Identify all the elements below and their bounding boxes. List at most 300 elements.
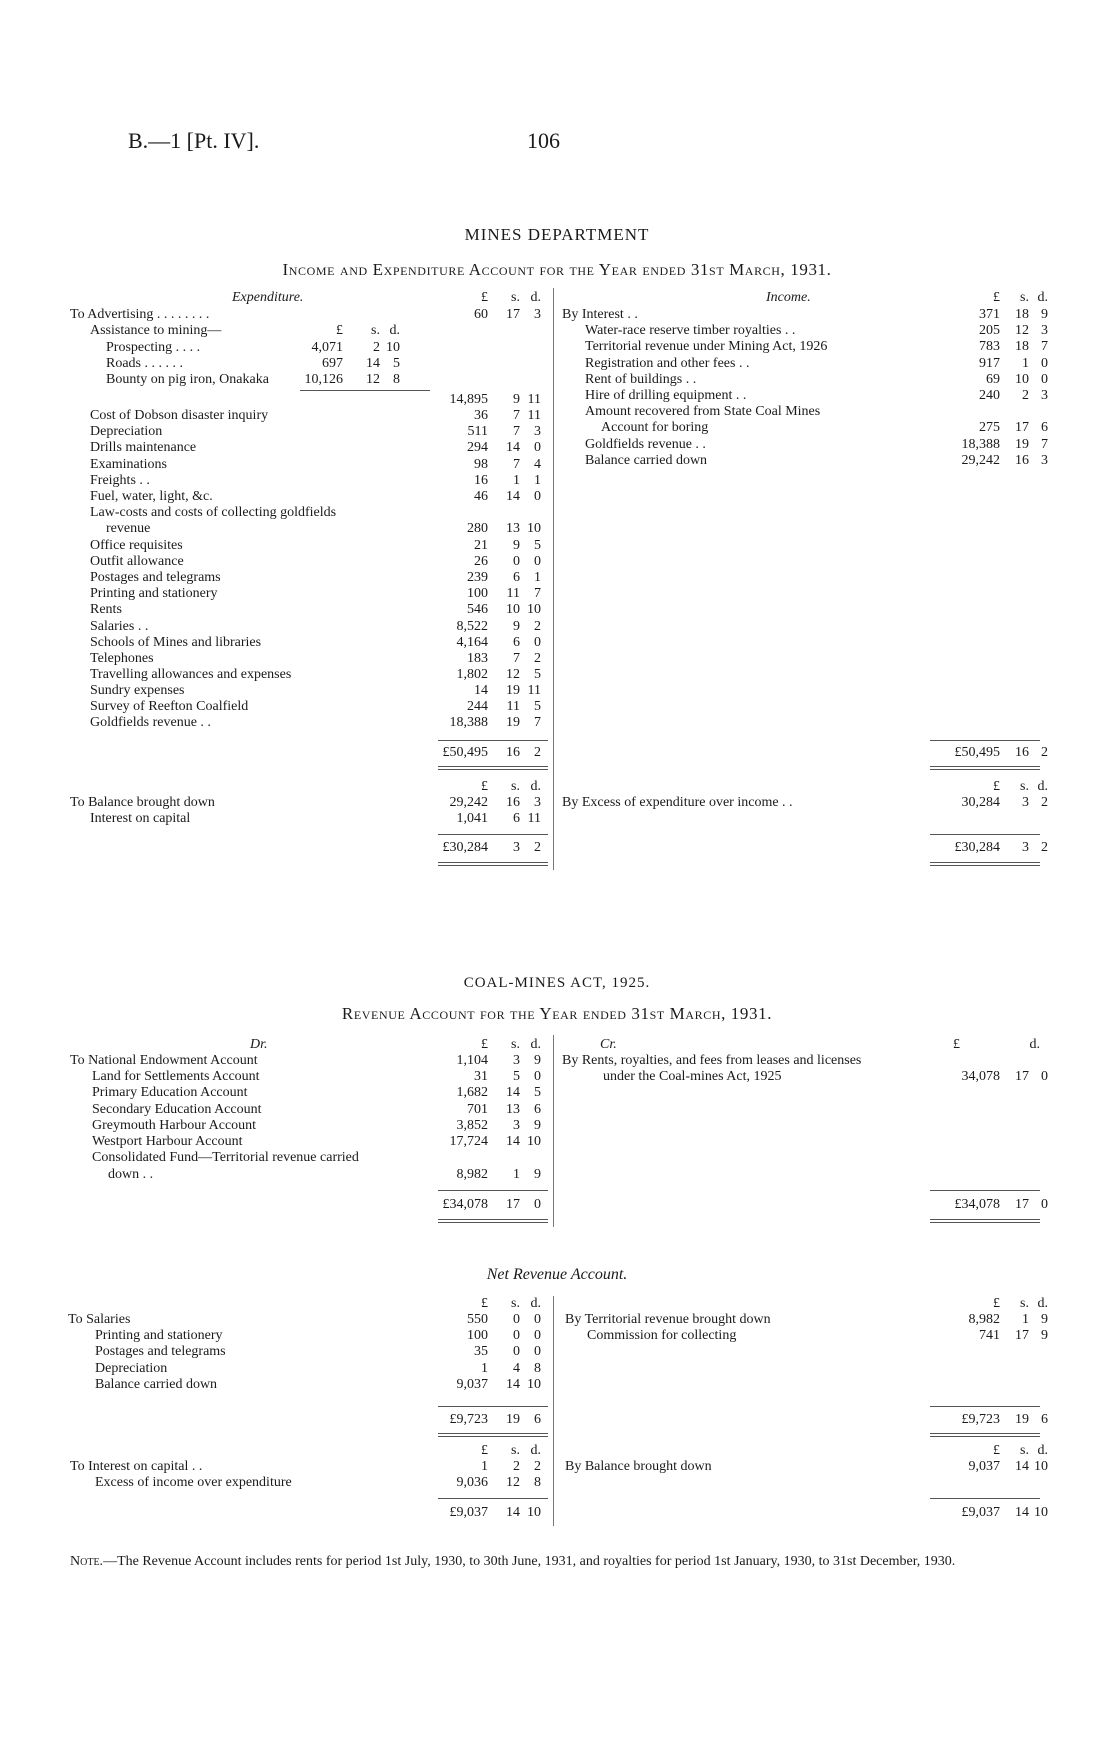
expenditure-item-amount-l: 18,388: [449, 715, 488, 731]
net-colhead-right-l: £: [993, 1296, 1000, 1311]
assistance-colhead-s: s.: [371, 323, 380, 338]
coal-debit-label: Westport Harbour Account: [92, 1134, 243, 1149]
mines2-colhead-right-l: £: [993, 779, 1000, 794]
income-item-amount-l: 240: [979, 388, 1000, 403]
net-debit-amount-s: 0: [513, 1344, 520, 1360]
expenditure-item-amount-s: 11: [506, 586, 520, 602]
income-item-label: Territorial revenue under Mining Act, 1926: [585, 339, 828, 355]
coal-center-divider: [553, 1035, 554, 1227]
balance-brought-amount-s: 16: [506, 795, 520, 810]
coal-total-left-d: 0: [534, 1197, 541, 1212]
double2-rule-right-2: [930, 865, 1040, 866]
expenditure-item-amount-s: 7: [513, 424, 520, 440]
coal-total-right-l: £34,078: [954, 1197, 1000, 1212]
assistance-sub-amount-d: 10: [386, 340, 400, 355]
net2-colhead-left-d: d.: [530, 1443, 541, 1458]
expenditure-item-amount-l: 98: [474, 456, 488, 472]
mines2-colhead-left-s: s.: [511, 779, 520, 794]
expenditure-item-amount-d: 5: [534, 666, 541, 682]
coal-debit-amount-l: 31: [474, 1069, 488, 1085]
consolidated-label: down . .: [108, 1167, 154, 1182]
income-item-amount-d: 0: [1041, 371, 1048, 387]
expenditure-item-label: Drills maintenance: [90, 440, 197, 456]
income-item-amount-s: 16: [1015, 453, 1029, 468]
expenditure-item-amount-l: 26: [474, 554, 488, 570]
income-item-amount-d: 3: [1041, 323, 1048, 339]
amount-recovered-label: Account for boring: [601, 420, 709, 435]
double-rule-left: [438, 766, 548, 767]
expenditure-item-label: Survey of Reefton Coalfield: [90, 699, 249, 714]
net2-colhead-left-s: s.: [511, 1443, 520, 1458]
assistance-sub-amount-l: 697: [322, 356, 343, 371]
net-total2-right-d: 10: [1034, 1505, 1048, 1520]
coal-credit-label: under the Coal-mines Act, 1925: [603, 1069, 782, 1084]
double-rule-left-2: [438, 769, 548, 770]
consolidated-amount-l: 8,982: [456, 1167, 488, 1182]
net-colhead-left-s: s.: [511, 1296, 520, 1311]
coal-colhead-left-d: d.: [530, 1037, 541, 1052]
net-total-left-s: 19: [506, 1412, 520, 1427]
net-debit-amount-d: 0: [534, 1344, 541, 1360]
expenditure-item-amount-l: 8,522: [456, 618, 488, 634]
net-debit-amount-s: 4: [513, 1360, 520, 1376]
income-item-amount-l: 29,242: [961, 453, 1000, 468]
lawcosts-amount-d: 10: [527, 521, 541, 536]
assistance-sub-amount-l: 4,071: [311, 340, 343, 355]
net-debit-label: To Salaries: [68, 1312, 131, 1327]
coal-total-left-l: £34,078: [442, 1197, 488, 1212]
expenditure-item-amount-l: 46: [474, 489, 488, 504]
interest-capital-amount-d: 11: [527, 811, 541, 826]
income-item-amount-s: 2: [1022, 388, 1029, 403]
double2-rule-left-2: [438, 865, 548, 866]
net-total-right-d: 6: [1041, 1412, 1048, 1427]
coal-double-right: [930, 1219, 1040, 1220]
assistance-sub-amount-l: 10,126: [304, 372, 343, 387]
double2-rule-right: [930, 862, 1040, 863]
net-credit-label: By Territorial revenue brought down: [565, 1312, 771, 1327]
income-item-label: Balance carried down: [585, 453, 708, 468]
coal-debit-label: To National Endowment Account: [70, 1053, 258, 1068]
expenditure-item-amount-d: 1: [534, 570, 541, 586]
net-total-left-l: £9,723: [449, 1412, 488, 1427]
income-item-amount-l: 917: [979, 355, 1000, 371]
mines2-colhead-right-s: s.: [1020, 779, 1029, 794]
net-total2-left-d: 10: [527, 1505, 541, 1520]
expenditure-item-label: Depreciation: [90, 424, 163, 440]
expenditure-item-amount-s: 0: [513, 554, 520, 570]
assistance-sub-amount-s: 12: [366, 372, 380, 387]
net-total-left-d: 6: [534, 1412, 541, 1427]
assistance-sub-amount-d: 8: [393, 372, 400, 387]
assistance-label: Assistance to mining—: [90, 323, 222, 338]
coal-total-rule-left: [438, 1190, 548, 1191]
expenditure-item-amount-d: 5: [534, 538, 541, 553]
net2-total-rule-right: [930, 1498, 1040, 1499]
mines-center-divider: [553, 288, 554, 870]
mines2-colhead-left-l: £: [481, 779, 488, 794]
net-debit-amount-s: 0: [513, 1312, 520, 1327]
coal-credit-amount-s: 17: [1015, 1069, 1029, 1084]
lawcosts-line: Law-costs and costs of collecting goldfields: [90, 505, 337, 520]
income-item-amount-l: 18,388: [961, 437, 1000, 452]
expenditure-item-label: Sundry expenses: [90, 682, 185, 698]
net-debit-amount-d: 0: [534, 1312, 541, 1327]
net-debit-amount-s: 14: [506, 1376, 520, 1392]
income-item-amount-d: 3: [1041, 453, 1048, 468]
net-debit-amount-l: 550: [467, 1312, 488, 1327]
net-credit-label: Commission for collecting: [587, 1328, 737, 1343]
excess-expenditure-amount-l: 30,284: [961, 795, 1000, 810]
balance-brought-label: To Balance brought down: [70, 795, 215, 810]
net-credit-amount-s: 17: [1015, 1328, 1029, 1343]
amount-recovered-amount-s: 17: [1015, 420, 1029, 435]
mines-total2-right-l: £30,284: [954, 840, 1000, 855]
expenditure-item-label: Postages and telegrams: [90, 570, 221, 586]
coal-debit-amount-d: 9: [534, 1053, 541, 1068]
assistance-sub-amount-d: 5: [393, 356, 400, 371]
income-item-amount-s: 1: [1022, 355, 1029, 371]
coal-total-left-s: 17: [506, 1197, 520, 1212]
expenditure-item-amount-d: 5: [534, 699, 541, 714]
double-rule-right: [930, 766, 1040, 767]
coal-debit-amount-l: 17,724: [449, 1134, 488, 1149]
income-item-amount-l: 371: [979, 307, 1000, 322]
net-credit-amount-d: 9: [1041, 1328, 1048, 1343]
coal-colhead-right-l: £: [953, 1037, 960, 1052]
income-item-amount-s: 10: [1015, 371, 1029, 387]
net-balance-label: By Balance brought down: [565, 1459, 712, 1474]
coal-debit-label: Primary Education Account: [92, 1085, 248, 1101]
net-double-left-2: [438, 1436, 548, 1437]
expenditure-item-amount-l: 546: [467, 602, 488, 618]
page-reference: B.—1 [Pt. IV].: [128, 128, 260, 153]
expenditure-item-label: Schools of Mines and libraries: [90, 634, 262, 650]
mines-total-left-d: 2: [534, 745, 541, 760]
footnote-text: —The Revenue Account includes rents for period 1st July, 1930, to 30th June, 1931, and royalties for period 1st January, 1930, to 31st December, 1930.: [103, 1554, 956, 1569]
net-double-right: [930, 1433, 1040, 1434]
mines-exp-colhead-l: £: [481, 290, 488, 305]
coal-debit-label: Greymouth Harbour Account: [92, 1117, 257, 1133]
net-total2-left-s: 14: [506, 1505, 520, 1520]
mines-subtitle: Income and Expenditure Account for the Year ended 31st March, 1931.: [282, 260, 832, 279]
expenditure-item-amount-s: 14: [506, 440, 520, 456]
page-number: 106: [527, 128, 560, 153]
expenditure-item-amount-s: 10: [506, 602, 520, 618]
net-debit-amount-l: 35: [474, 1344, 488, 1360]
mines-total2-left-s: 3: [513, 840, 520, 855]
income-item-amount-s: 18: [1015, 307, 1029, 322]
expenditure-item-amount-d: 11: [527, 408, 541, 423]
net-debit-label: Printing and stationery: [95, 1328, 223, 1344]
income-item-amount-l: 69: [986, 371, 1000, 387]
coal-debit-amount-s: 14: [506, 1134, 520, 1149]
advertising-amount-l: 60: [474, 307, 488, 322]
coal-debit-amount-s: 13: [506, 1101, 520, 1117]
expenditure-item-amount-l: 294: [467, 440, 488, 456]
double-rule-right-2: [930, 769, 1040, 770]
expenditure-item-amount-l: 4,164: [456, 634, 488, 650]
net-total2-left-l: £9,037: [449, 1505, 488, 1520]
interest-capital-amount-l: 1,041: [456, 811, 488, 826]
expenditure-item-label: Salaries . .: [90, 618, 149, 634]
coal-debit-amount-d: 9: [534, 1117, 541, 1133]
expenditure-item-amount-l: 36: [474, 408, 488, 423]
expenditure-item-amount-d: 1: [534, 472, 541, 488]
expenditure-item-label: Outfit allowance: [90, 554, 184, 570]
net2-colhead-right-s: s.: [1020, 1443, 1029, 1458]
expenditure-heading: Expenditure.: [232, 290, 304, 305]
interest-capital-amount-s: 6: [513, 811, 520, 826]
net-debit-label: Depreciation: [95, 1360, 168, 1376]
net-interest-amount-s: 2: [513, 1459, 520, 1474]
expenditure-item-amount-l: 239: [467, 570, 488, 586]
mines-inc-colhead-d: d.: [1037, 290, 1048, 305]
coal-subtitle: Revenue Account for the Year ended 31st March, 1931.: [341, 1004, 773, 1023]
mines-total-left-l: £50,495: [442, 745, 488, 760]
income-item-label: Water-race reserve timber royalties . .: [585, 323, 796, 339]
assistance-colhead-l: £: [336, 323, 343, 338]
advertising-amount-s: 17: [506, 307, 520, 322]
coal-debit-amount-l: 3,852: [456, 1117, 488, 1133]
coal-double-right-2: [930, 1222, 1040, 1223]
net-center-divider: [553, 1296, 554, 1526]
expenditure-item-amount-s: 19: [506, 682, 520, 698]
income-item-amount-l: 205: [979, 323, 1000, 339]
coal-debit-amount-l: 701: [467, 1101, 488, 1117]
mines-exp-colhead-s: s.: [511, 290, 520, 305]
coal-total-rule-right: [930, 1190, 1040, 1191]
expenditure-item-amount-d: 3: [534, 424, 541, 440]
lawcosts-label: revenue: [106, 521, 151, 536]
net-debit-label: Balance carried down: [95, 1376, 218, 1392]
net2-colhead-left-l: £: [481, 1443, 488, 1458]
expenditure-item-amount-d: 7: [534, 715, 541, 731]
assistance-colhead-d: d.: [389, 323, 400, 338]
expenditure-item-amount-s: 1: [513, 472, 520, 488]
net-total2-right-s: 14: [1015, 1505, 1029, 1520]
total2-rule-left: [438, 834, 548, 835]
net-debit-amount-s: 0: [513, 1328, 520, 1344]
expenditure-item-amount-l: 511: [467, 424, 488, 440]
advertising-amount-d: 3: [534, 307, 541, 322]
coal-credit-line: By Rents, royalties, and fees from leases and licenses: [562, 1053, 862, 1068]
mines2-colhead-left-d: d.: [530, 779, 541, 794]
expenditure-item-amount-l: 183: [467, 650, 488, 666]
expenditure-item-amount-d: 0: [534, 489, 541, 504]
net-balance-amount-l: 9,037: [968, 1459, 1000, 1474]
coal-debit-amount-d: 10: [527, 1134, 541, 1149]
expenditure-item-amount-l: 100: [467, 586, 488, 602]
amount-recovered-amount-d: 6: [1041, 420, 1048, 435]
expenditure-item-amount-l: 14: [474, 682, 488, 698]
net-total-rule-left: [438, 1406, 548, 1407]
footnote: [70, 1553, 1042, 1570]
mines2-colhead-right-d: d.: [1037, 779, 1048, 794]
coal-debit-label: Secondary Education Account: [92, 1101, 262, 1117]
expenditure-item-amount-s: 19: [506, 715, 520, 731]
balance-brought-amount-d: 3: [534, 795, 541, 810]
assistance-sub-amount-s: 2: [373, 340, 380, 355]
net2-colhead-right-l: £: [993, 1443, 1000, 1458]
expenditure-item-label: Office requisites: [90, 538, 183, 553]
coal-colhead-right-d: d.: [1029, 1037, 1040, 1052]
income-item-label: Rent of buildings . .: [585, 371, 697, 387]
net-debit-amount-d: 0: [534, 1328, 541, 1344]
mines-exp-colhead-d: d.: [530, 290, 541, 305]
income-item-amount-s: 12: [1015, 323, 1029, 339]
expenditure-item-amount-s: 14: [506, 489, 520, 504]
net-colhead-right-d: d.: [1037, 1296, 1048, 1311]
coal-debit-amount-s: 3: [513, 1053, 520, 1068]
assistance-total-l: 14,895: [449, 392, 488, 407]
income-item-label: By Interest . .: [562, 307, 638, 322]
coal-debit-amount-d: 0: [534, 1069, 541, 1085]
expenditure-item-label: Fuel, water, light, &c.: [90, 489, 213, 504]
expenditure-item-amount-l: 244: [467, 699, 488, 714]
amount-recovered-line: Amount recovered from State Coal Mines: [585, 404, 821, 419]
mines-total-right-s: 16: [1015, 745, 1029, 760]
income-item-amount-d: 7: [1041, 339, 1048, 355]
lawcosts-amount-l: 280: [467, 521, 488, 536]
net2-total-rule-left: [438, 1498, 548, 1499]
expenditure-item-amount-s: 9: [513, 538, 520, 553]
assistance-sub-label: Bounty on pig iron, Onakaka: [106, 372, 269, 387]
total-rule-left: [438, 740, 548, 741]
advertising-label: To Advertising . . . . . . . .: [70, 307, 210, 322]
expenditure-item-amount-d: 4: [534, 456, 541, 472]
income-item-label: Goldfields revenue . .: [585, 437, 706, 452]
coal-total-right-d: 0: [1041, 1197, 1048, 1212]
expenditure-item-amount-l: 16: [474, 472, 488, 488]
net-credit-amount-l: 8,982: [968, 1312, 1000, 1327]
net-excess-amount-s: 12: [506, 1475, 520, 1490]
net-total2-right-l: £9,037: [961, 1505, 1000, 1520]
assistance-total-d: 11: [527, 392, 541, 407]
income-item-amount-l: 783: [979, 339, 1000, 355]
expenditure-item-amount-s: 7: [513, 408, 520, 423]
mines-inc-colhead-s: s.: [1020, 290, 1029, 305]
income-item-amount-d: 7: [1041, 437, 1048, 452]
consolidated-amount-d: 9: [534, 1167, 541, 1182]
total-rule-right: [930, 740, 1040, 741]
expenditure-item-label: Rents: [90, 602, 122, 618]
net-double-left: [438, 1433, 548, 1434]
expenditure-item-label: Travelling allowances and expenses: [90, 666, 292, 682]
excess-expenditure-label: By Excess of expenditure over income . .: [562, 795, 793, 810]
net-colhead-left-d: d.: [530, 1296, 541, 1311]
consolidated-line: Consolidated Fund—Territorial revenue carried: [92, 1150, 359, 1165]
net-total-rule-right: [930, 1406, 1040, 1407]
net-debit-amount-l: 9,037: [456, 1376, 488, 1392]
expenditure-item-amount-d: 2: [534, 650, 541, 666]
excess-expenditure-amount-s: 3: [1022, 795, 1029, 810]
coal-colhead-left-l: £: [481, 1037, 488, 1052]
coal-double-left: [438, 1219, 548, 1220]
expenditure-item-label: Telephones: [90, 650, 154, 666]
mines-total2-left-l: £30,284: [442, 840, 488, 855]
expenditure-item-amount-l: 1,802: [456, 666, 488, 682]
coal-debit-amount-s: 14: [506, 1085, 520, 1101]
coal-debit-amount-d: 6: [534, 1101, 541, 1117]
income-item-amount-s: 19: [1015, 437, 1029, 452]
mines-total2-right-d: 2: [1041, 840, 1048, 855]
footnote-lead: Note.: [70, 1554, 104, 1569]
mines-total2-right-s: 3: [1022, 840, 1029, 855]
coal-debit-amount-s: 5: [513, 1069, 520, 1085]
income-item-label: Registration and other fees . .: [585, 355, 750, 371]
expenditure-item-amount-d: 0: [534, 634, 541, 650]
credit-heading: Cr.: [600, 1037, 617, 1052]
income-item-label: Hire of drilling equipment . .: [585, 388, 747, 403]
income-heading: Income.: [766, 290, 811, 305]
coal-debit-amount-l: 1,104: [456, 1053, 488, 1068]
expenditure-item-label: Freights . .: [90, 472, 150, 488]
expenditure-item-amount-l: 21: [474, 538, 488, 553]
expenditure-item-amount-d: 7: [534, 586, 541, 602]
expenditure-item-label: Cost of Dobson disaster inquiry: [90, 408, 269, 423]
net-revenue-title: Net Revenue Account.: [486, 1266, 628, 1283]
net2-colhead-right-d: d.: [1037, 1443, 1048, 1458]
excess-expenditure-amount-d: 2: [1041, 795, 1048, 810]
income-item-amount-s: 18: [1015, 339, 1029, 355]
net-excess-label: Excess of income over expenditure: [95, 1475, 292, 1490]
coal-double-left-2: [438, 1222, 548, 1223]
coal-credit-amount-l: 34,078: [961, 1069, 1000, 1084]
net-double-right-2: [930, 1436, 1040, 1437]
net-debit-amount-l: 100: [467, 1328, 488, 1344]
income-item-amount-d: 0: [1041, 355, 1048, 371]
expenditure-item-amount-s: 9: [513, 618, 520, 634]
interest-capital-label: Interest on capital: [90, 811, 191, 826]
expenditure-item-amount-s: 12: [506, 666, 520, 682]
expenditure-item-amount-d: 10: [527, 602, 541, 618]
coal-title: COAL-MINES ACT, 1925.: [463, 975, 651, 991]
expenditure-item-amount-s: 7: [513, 650, 520, 666]
mines-title: MINES DEPARTMENT: [464, 225, 650, 244]
amount-recovered-amount-l: 275: [979, 420, 1000, 435]
mines-total2-left-d: 2: [534, 840, 541, 855]
income-item-amount-d: 3: [1041, 388, 1048, 403]
net-credit-amount-l: 741: [979, 1328, 1000, 1343]
net-debit-amount-d: 10: [527, 1376, 541, 1392]
net-total-right-l: £9,723: [961, 1412, 1000, 1427]
debit-heading: Dr.: [250, 1037, 268, 1052]
net-excess-amount-l: 9,036: [456, 1475, 488, 1490]
expenditure-item-amount-s: 11: [506, 699, 520, 714]
net-credit-amount-d: 9: [1041, 1312, 1048, 1327]
coal-debit-amount-s: 3: [513, 1117, 520, 1133]
assistance-subtotal-rule: [300, 390, 430, 391]
balance-brought-amount-l: 29,242: [449, 795, 488, 810]
net-excess-amount-d: 8: [534, 1475, 541, 1490]
expenditure-item-amount-d: 0: [534, 440, 541, 456]
mines-total-right-l: £50,495: [954, 745, 1000, 760]
coal-debit-amount-d: 5: [534, 1085, 541, 1101]
mines-inc-colhead-l: £: [993, 290, 1000, 305]
assistance-total-s: 9: [513, 392, 520, 407]
income-item-amount-d: 9: [1041, 307, 1048, 322]
net-debit-amount-l: 1: [481, 1360, 488, 1376]
net-balance-amount-s: 14: [1015, 1459, 1029, 1474]
mines-total-left-s: 16: [506, 745, 520, 760]
net-interest-amount-d: 2: [534, 1459, 541, 1474]
coal-colhead-left-s: s.: [511, 1037, 520, 1052]
expenditure-item-amount-s: 7: [513, 456, 520, 472]
net-colhead-left-l: £: [481, 1296, 488, 1311]
coal-debit-amount-l: 1,682: [456, 1085, 488, 1101]
expenditure-item-amount-s: 6: [513, 634, 520, 650]
